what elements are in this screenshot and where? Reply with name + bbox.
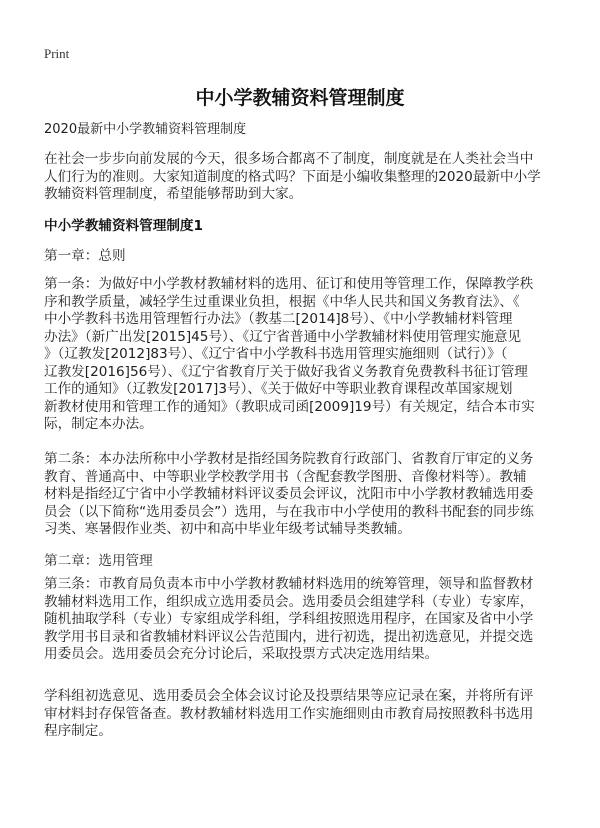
text-line: 第一条：为做好中小学教材教辅材料的选用、征订和使用等管理工作，保障教学秩 — [44, 276, 534, 292]
text-line: 工作的通知》（辽教发[2017]3号）、《关于做好中等职业教育课程改革国家规划 — [44, 381, 513, 397]
text-line: 际，制定本办法。 — [44, 416, 153, 432]
text-line: 用委员会。选用委员会充分讨论后，采取投票方式决定选用结果。 — [44, 646, 439, 662]
text-line: 办法》（新广出发[2015]45号）、《辽宁省普通中小学教辅材料使用管理实施意见 — [44, 328, 522, 345]
text-line: 随机抽取学科（专业）专家组成学科组，学科组按照选用程序，在国家及省中小学 — [44, 611, 534, 627]
text-line: 教辅资料管理制度，希望能够帮助到大家。 — [44, 186, 303, 202]
text-line: 程序制定。 — [44, 723, 112, 739]
article-2 — [44, 451, 564, 539]
text-line: 新教材使用和管理工作的通知》（教职成司函[2009]19号）有关规定，结合本市实 — [44, 398, 535, 415]
text-line: 教辅材料选用工作，组织成立选用委员会。选用委员会组建学科（专业）专家库， — [44, 593, 534, 610]
chapter-2-heading: 第二章：选用管理 — [44, 553, 153, 569]
text-line: 材料是指经辽宁省中小学教辅材料评议委员会评议，沈阳市中小学教材教辅选用委 — [44, 486, 534, 502]
text-line: 第二条：本办法所称中小学教材是指经国务院教育行政部门、省教育厅审定的义务 — [44, 451, 534, 467]
text-line: 第三条：市教育局负责本市中小学教材教辅材料选用的统筹管理，领导和监督教材 — [44, 576, 534, 592]
text-line: 人们行为的准则。大家知道制度的格式吗？下面是小编收集整理的2020最新中小学 — [44, 168, 541, 185]
text-line: 教学用书目录和省教辅材料评议公告范围内，进行初选，提出初选意见，并提交选 — [44, 628, 534, 645]
final-paragraph — [44, 688, 564, 741]
text-line: 员会（以下简称“选用委员会”）选用，与在我市中小学使用的教科书配套的同步练 — [44, 503, 534, 520]
text-line: 教育、普通高中、中等职业学校教学用书（含配套教学图册、音像材料等）。教辅 — [44, 468, 527, 485]
text-line: 学科组初选意见、选用委员会全体会议讨论及投票结果等应记录在案，并将所有评 — [44, 688, 534, 704]
text-line: 中小学教科书选用管理暂行办法》（教基二[2014]8号）、《中小学教辅材料管理 — [44, 311, 513, 327]
text-line: 在社会一步步向前发展的今天，很多场合都离不了制度，制度就是在人类社会当中 — [44, 151, 534, 167]
chapter-1-heading: 第一章：总则 — [44, 248, 126, 264]
text-line: 》（辽教发[2012]83号）、《辽宁省中小学教科书选用管理实施细则（试行）》（ — [44, 346, 508, 362]
article-1 — [44, 276, 564, 434]
intro-paragraph — [44, 151, 564, 204]
text-line: 序和教学质量，减轻学生过重课业负担，根据《中华人民共和国义务教育法》、《 — [44, 293, 520, 310]
subtitle: 2020最新中小学教辅资料管理制度 — [44, 122, 247, 137]
section-heading: 中小学教辅资料管理制度1 — [44, 218, 203, 234]
text-line: 习类、寒暑假作业类、初中和高中毕业年级考试辅导类教辅。 — [44, 521, 412, 537]
article-3 — [44, 576, 564, 664]
text-line: 审材料封存保管备查。教材教辅材料选用工作实施细则由市教育局按照教科书选用 — [44, 705, 534, 722]
page-title: 中小学教辅资料管理制度 — [195, 87, 405, 109]
print-link[interactable]: Print — [44, 46, 70, 61]
text-line: 辽教发[2016]56号）、《辽宁省教育厅关于做好我省义务教育免费教科书征订管理 — [44, 363, 528, 380]
